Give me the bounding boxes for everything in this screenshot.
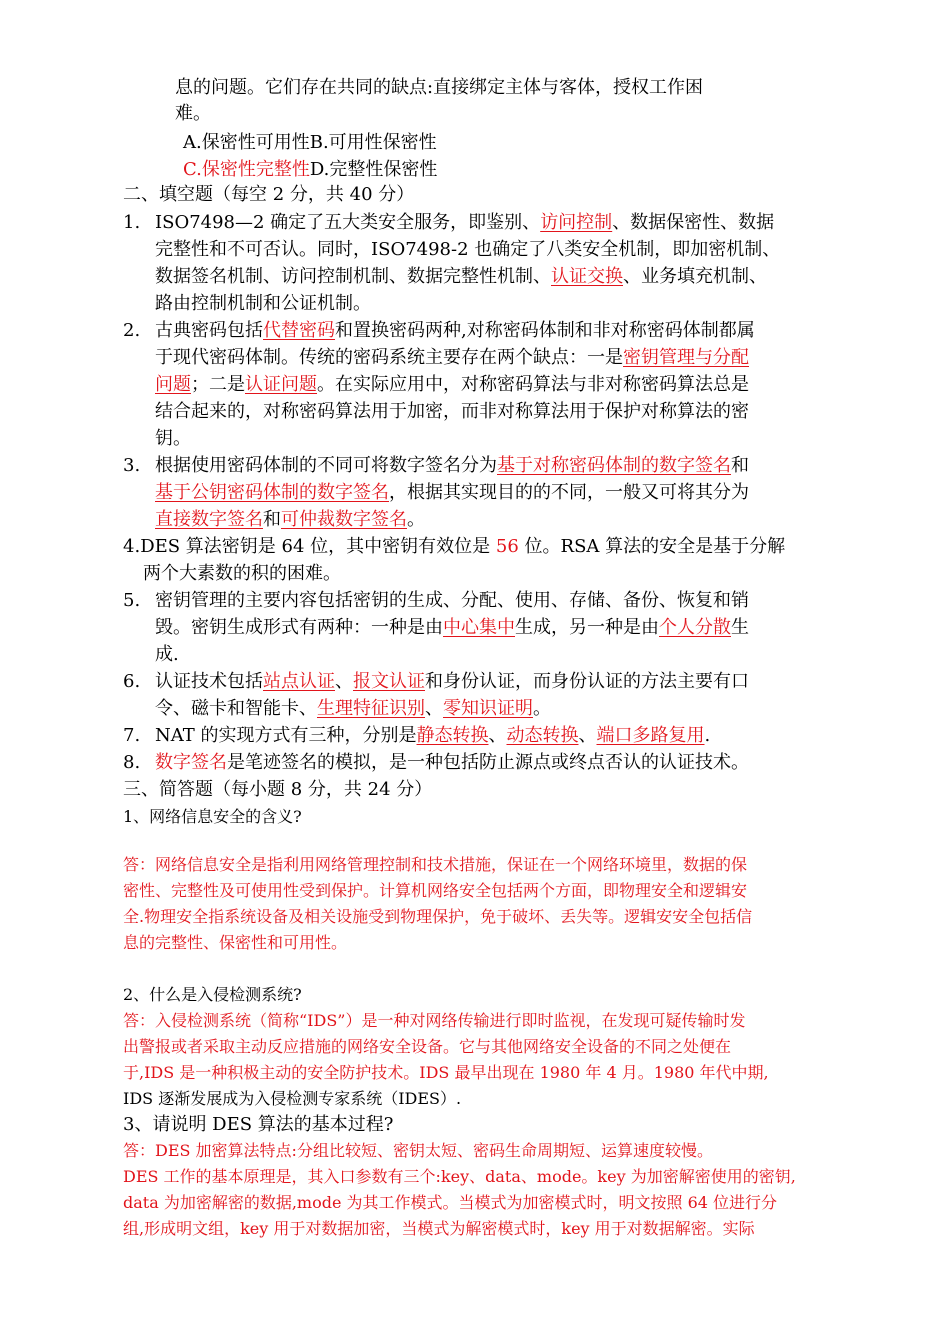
answer-line: 全.物理安全指系统设备及相关设施受到物理保护，免于破坏、丢失等。逻辑安安全包括信 — [123, 907, 753, 926]
option-c-answer: C.保密性完整性 — [183, 159, 310, 180]
short-question: 3、请说明 DES 算法的基本过程? — [123, 1114, 394, 1135]
fill-question-line: 密钥管理的主要内容包括密钥的生成、分配、使用、存储、备份、恢复和销 — [155, 590, 749, 611]
short-question: 1、网络信息安全的含义? — [123, 807, 302, 826]
fill-question-line: 根据使用密码体制的不同可将数字签名分为基于对称密码体制的数字签名和 — [155, 455, 749, 476]
answer-blank: 基于对称密码体制的数字签名 — [497, 455, 731, 476]
fill-question-line: 认证技术包括站点认证、报文认证和身份认证，而身份认证的方法主要有口 — [155, 671, 749, 692]
section-heading-short-answer: 三、简答题（每小题 8 分，共 24 分） — [123, 779, 433, 800]
fill-question-line: 4.DES 算法密钥是 64 位，其中密钥有效位是 56 位。RSA 算法的安全是基于分解 — [123, 536, 786, 557]
answer-blank: 可仲裁数字签名 — [281, 509, 407, 530]
fill-question-line: 数据签名机制、访问控制机制、数据完整性机制、认证交换、业务填充机制、 — [155, 266, 767, 287]
fill-question-line: 结合起来的，对称密码算法用于加密，而非对称算法用于保护对称算法的密 — [155, 401, 749, 422]
fill-question-number: 7. — [123, 725, 141, 746]
answer-blank: 认证问题 — [245, 374, 317, 395]
option-d: D.完整性保密性 — [309, 159, 438, 180]
fill-question-line: 基于公钥密码体制的数字签名，根据其实现目的的不同，一般又可将其分为 — [155, 482, 749, 503]
answer-line: 答：入侵检测系统（简称“IDS”）是一种对网络传输进行即时监视，在发现可疑传输时发 — [123, 1011, 746, 1030]
fill-question-line: 直接数字签名和可仲裁数字签名。 — [155, 509, 425, 530]
fill-question-line: ISO7498—2 确定了五大类安全服务，即鉴别、访问控制、数据保密性、数据 — [155, 212, 775, 233]
fill-question-line: 令、磁卡和智能卡、生理特征识别、零知识证明。 — [155, 698, 551, 719]
fill-question-number: 6. — [123, 671, 141, 692]
answer-line: 密性、完整性及可使用性受到保护。计算机网络安全包括两个方面，即物理安全和逻辑安 — [123, 881, 748, 900]
answer-blank: 基于公钥密码体制的数字签名 — [155, 482, 389, 503]
answer-blank: 报文认证 — [353, 671, 425, 692]
answer-blank: 56 — [495, 536, 519, 557]
question-text-line: 难。 — [175, 103, 211, 124]
answer-blank: 密钥管理与分配 — [623, 347, 749, 368]
answer-blank: 直接数字签名 — [155, 509, 263, 530]
answer-line: data 为加密解密的数据,mode 为其工作模式。当模式为加密模式时，明文按照 64 位进行分 — [123, 1193, 778, 1212]
answer-line: 于,IDS 是一种积极主动的安全防护技术。IDS 最早出现在 1980 年 4 月。1980 年代中期, — [123, 1063, 769, 1082]
answer-blank: 静态转换 — [416, 725, 489, 746]
fill-question-number: 2. — [123, 320, 141, 341]
fill-question-number: 8. — [123, 752, 141, 773]
section-heading-fill: 二、填空题（每空 2 分，共 40 分） — [123, 184, 415, 205]
answer-blank: 数字签名 — [155, 752, 227, 773]
short-question: 2、什么是入侵检测系统? — [123, 985, 302, 1004]
answer-blank: 个人分散 — [659, 617, 731, 638]
fill-question-line: 钥。 — [155, 428, 191, 449]
answer-blank: 问题 — [155, 374, 191, 395]
answer-line: 答：网络信息安全是指利用网络管理控制和技术措施，保证在一个网络环境里，数据的保 — [123, 855, 748, 874]
answer-line: 答：DES 加密算法特点:分组比较短、密钥太短、密码生命周期短、运算速度较慢。 — [123, 1141, 713, 1160]
fill-question-number: 5. — [123, 590, 141, 611]
answer-blank: 中心集中 — [443, 617, 515, 638]
answer-blank: 动态转换 — [506, 725, 579, 746]
fill-question-line: 问题；二是认证问题。在实际应用中，对称密码算法与非对称密码算法总是 — [155, 374, 749, 395]
options-line-cd — [183, 157, 437, 183]
answer-line: 组,形成明文组，key 用于对数据加密，当模式为解密模式时，key 用于对数据解密。实际 — [123, 1219, 755, 1238]
answer-blank: 认证交换 — [551, 266, 623, 287]
fill-question-line: 成. — [155, 644, 179, 665]
fill-question-line: 两个大素数的积的困难。 — [143, 563, 341, 584]
answer-line: IDS 逐渐发展成为入侵检测专家系统（IDES）. — [123, 1089, 462, 1108]
question-text-line: 息的问题。它们存在共同的缺点:直接绑定主体与客体，授权工作困 — [175, 77, 704, 98]
fill-question-number: 1. — [123, 212, 141, 233]
fill-question-number: 3. — [123, 455, 141, 476]
answer-blank: 生理特征识别 — [317, 698, 425, 719]
answer-blank: 代替密码 — [263, 320, 335, 341]
fill-question-line: 完整性和不可否认。同时，ISO7498-2 也确定了八类安全机制，即加密机制、 — [155, 239, 781, 260]
option-b: B.可用性保密性 — [309, 132, 437, 153]
answer-blank: 访问控制 — [540, 212, 613, 233]
fill-question-line: NAT 的实现方式有三种，分别是静态转换、动态转换、端口多路复用. — [155, 725, 711, 746]
fill-question-line: 古典密码包括代替密码和置换密码两种,对称密码体制和非对称密码体制都属 — [155, 320, 755, 341]
option-a: A.保密性可用性 — [183, 132, 310, 153]
options-line-ab — [183, 130, 437, 156]
answer-blank: 零知识证明 — [443, 698, 533, 719]
fill-question-line: 于现代密码体制。传统的密码系统主要存在两个缺点：一是密钥管理与分配 — [155, 347, 749, 368]
answer-blank: 端口多路复用 — [596, 725, 705, 746]
answer-line: 息的完整性、保密性和可用性。 — [123, 933, 348, 952]
fill-question-line: 毁。密钥生成形式有两种：一种是由中心集中生成，另一种是由个人分散生 — [155, 617, 749, 638]
answer-blank: 站点认证 — [263, 671, 335, 692]
answer-line: 出警报或者采取主动反应措施的网络安全设备。它与其他网络安全设备的不同之处便在 — [123, 1037, 732, 1056]
answer-line: DES 工作的基本原理是，其入口参数有三个:key、data、mode。key 为加密解密使用的密钥, — [123, 1167, 796, 1186]
fill-question-line: 路由控制机制和公证机制。 — [155, 293, 371, 314]
fill-question-line: 数字签名是笔迹签名的模拟，是一种包括防止源点或终点否认的认证技术。 — [155, 752, 749, 773]
